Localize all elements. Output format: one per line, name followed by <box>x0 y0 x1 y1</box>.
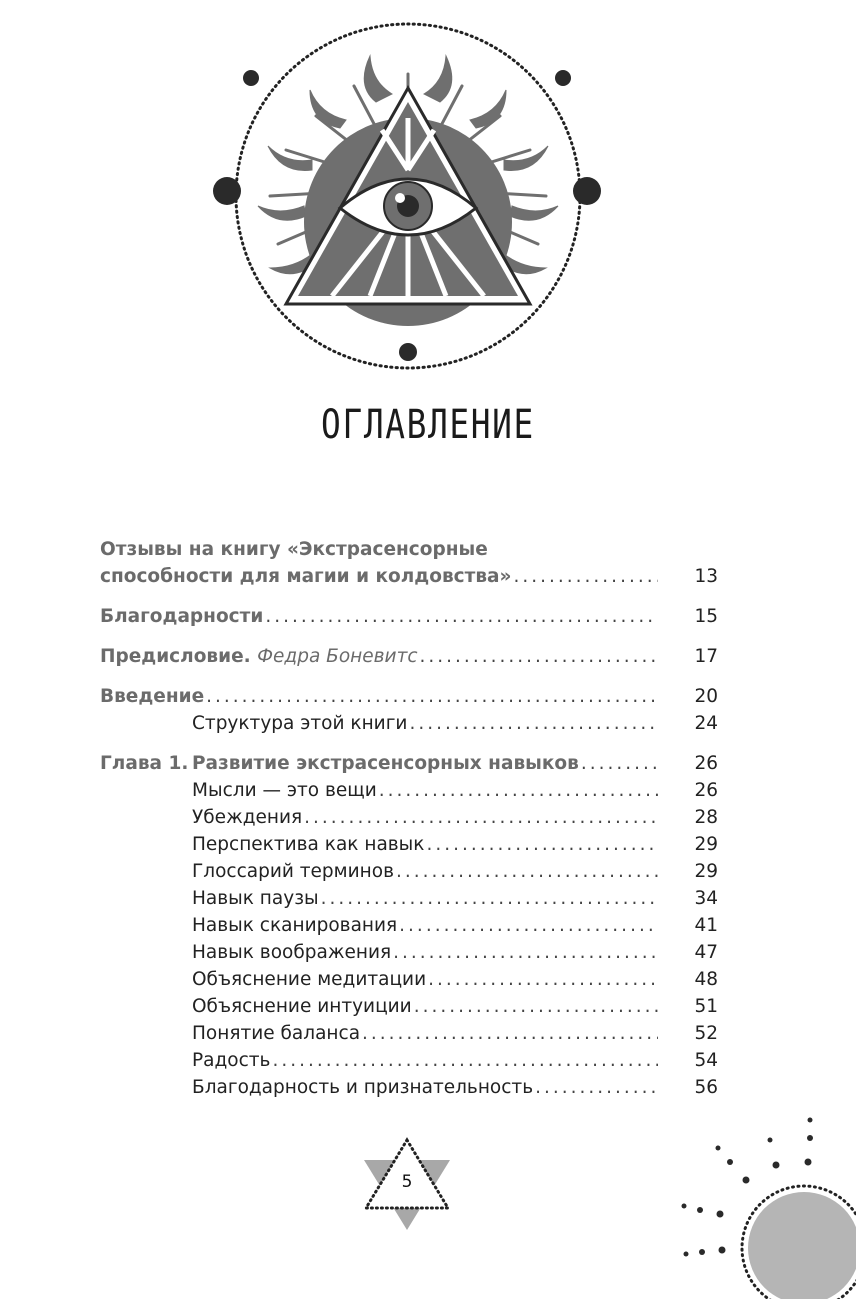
toc-entry-title: Навык воображения <box>192 942 392 963</box>
toc-entry[interactable] <box>100 683 718 710</box>
page-title: ОГЛАВЛЕНИЕ <box>321 402 535 448</box>
leader-dots <box>420 643 658 670</box>
eye-of-providence-icon <box>200 0 620 370</box>
toc-entry-title: Понятие баланса <box>192 1023 361 1044</box>
toc-entry-title: Благодарности <box>100 606 264 627</box>
toc-page-number: 13 <box>694 566 718 587</box>
leader-dots <box>304 804 658 831</box>
leader-dots <box>362 1020 658 1047</box>
leader-dots <box>514 563 659 590</box>
leader-dots <box>428 966 658 993</box>
toc-entry-title: Благодарность и признательность <box>192 1077 534 1098</box>
toc-entry[interactable] <box>100 536 718 590</box>
leader-dots <box>426 831 658 858</box>
toc-subentry[interactable] <box>100 831 718 858</box>
toc-entry[interactable] <box>100 603 718 630</box>
toc-subentry[interactable] <box>100 885 718 912</box>
leader-dots <box>535 1074 658 1101</box>
toc-chapter-label: Глава 1. <box>100 753 189 774</box>
toc-subentry[interactable] <box>100 858 718 885</box>
toc-entry-title: Объяснение медитации <box>192 969 427 990</box>
toc-page-number: 17 <box>694 646 718 667</box>
leader-dots <box>272 1047 658 1074</box>
toc-entry-title: Перспектива как навык <box>192 834 425 855</box>
toc-entry-title: Объяснение интуиции <box>192 996 412 1017</box>
toc-entry-title: Предисловие. <box>100 646 251 667</box>
toc-entry-author: Федра Боневитс <box>257 646 418 667</box>
toc-chapter-entry[interactable] <box>100 750 718 777</box>
toc-entry-title: Навык сканирования <box>192 915 398 936</box>
leader-dots <box>414 993 658 1020</box>
toc-page-number: 34 <box>694 888 718 909</box>
toc-entry-title-line1: Отзывы на книгу «Экстрасенсорные <box>100 539 488 560</box>
toc-page-number: 41 <box>694 915 718 936</box>
toc-entry-title: Убеждения <box>192 807 303 828</box>
leader-dots <box>409 710 658 737</box>
toc-subentry[interactable] <box>100 939 718 966</box>
page-number: 5 <box>401 1172 413 1192</box>
leader-dots <box>393 939 658 966</box>
toc-entry-title-line2: способности для магии и колдовства» <box>100 566 512 587</box>
toc-page-number: 20 <box>694 686 718 707</box>
toc-subentry[interactable] <box>100 710 718 737</box>
toc-page-number: 54 <box>694 1050 718 1071</box>
toc-entry-title: Глоссарий терминов <box>192 861 394 882</box>
toc-page-number: 15 <box>694 606 718 627</box>
leader-dots <box>265 603 658 630</box>
leader-dots <box>581 750 658 777</box>
toc-page-number: 52 <box>694 1023 718 1044</box>
toc-entry-title: Введение <box>100 686 205 707</box>
moon-dots-icon <box>670 1110 856 1299</box>
toc-subentry[interactable] <box>100 804 718 831</box>
toc-entry-title: Мысли — это вещи <box>192 780 377 801</box>
toc-page-number: 48 <box>694 969 718 990</box>
toc-subentry[interactable] <box>100 1074 718 1101</box>
leader-dots <box>206 683 658 710</box>
toc-entry-title: Развитие экстрасенсорных навыков <box>192 753 579 774</box>
leader-dots <box>379 777 658 804</box>
toc-subentry[interactable] <box>100 1020 718 1047</box>
toc-subentry[interactable] <box>100 966 718 993</box>
toc-subentry[interactable] <box>100 993 718 1020</box>
toc-page-number: 24 <box>694 713 718 734</box>
toc-subentry[interactable] <box>100 1047 718 1074</box>
toc-entry-title: Структура этой книги <box>192 713 408 734</box>
toc-entry-title: Навык паузы <box>192 888 319 909</box>
leader-dots <box>396 858 658 885</box>
toc-page-number: 56 <box>694 1077 718 1098</box>
toc-page-number: 26 <box>694 753 718 774</box>
leader-dots <box>399 912 658 939</box>
toc-page-number: 26 <box>694 780 718 801</box>
toc-subentry[interactable] <box>100 912 718 939</box>
toc-page-number: 29 <box>694 861 718 882</box>
toc-page-number: 47 <box>694 942 718 963</box>
toc-page-number: 29 <box>694 834 718 855</box>
table-of-contents <box>100 536 718 1101</box>
toc-page-number: 51 <box>694 996 718 1017</box>
toc-entry-title: Радость <box>192 1050 271 1071</box>
toc-entry[interactable] <box>100 643 718 670</box>
toc-page-number: 28 <box>694 807 718 828</box>
toc-subentry[interactable] <box>100 777 718 804</box>
leader-dots <box>321 885 658 912</box>
